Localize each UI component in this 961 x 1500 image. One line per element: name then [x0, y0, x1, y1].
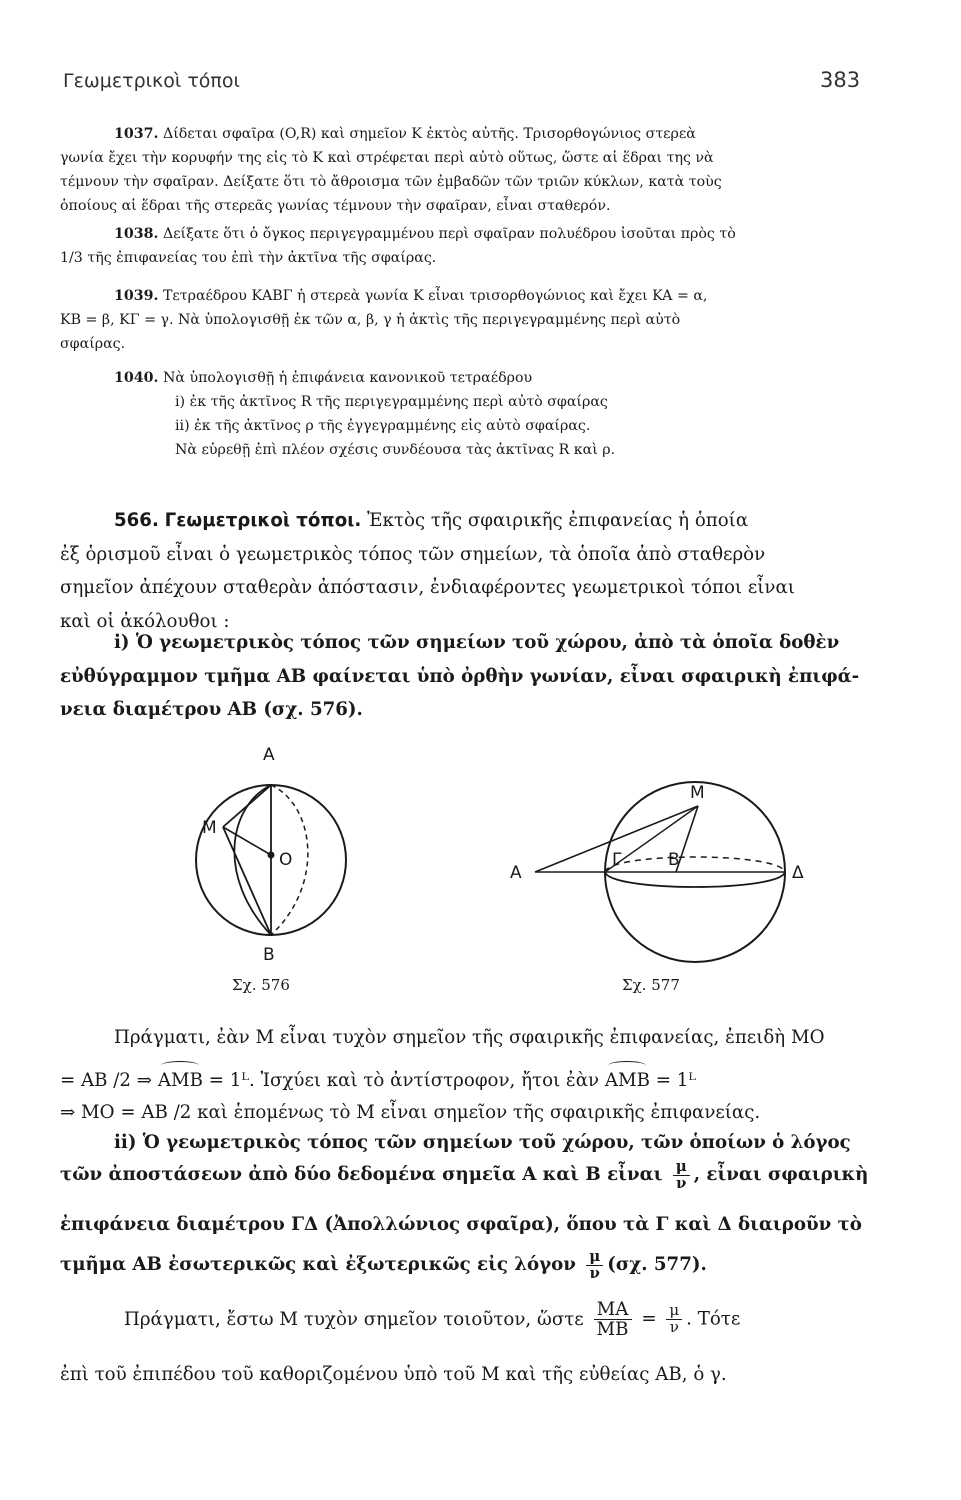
page-number: 383 — [820, 68, 861, 92]
exercise-number: 1037. — [114, 126, 159, 142]
text-line: Πράγματι, ἐὰν M εἶναι τυχὸν σημεῖον τῆς σφαιρικῆς ἐπιφανείας, ἐπειδὴ MO — [114, 1027, 825, 1048]
text-line: τέμνουν τὴν σφαῖραν. Δείξατε ὅτι τὸ ἄθροισμα τῶν ἐμβαδῶν τῶν τριῶν κύκλων, κατὰ τοὺς — [60, 173, 722, 190]
running-head-title: Γεωμετρικοὶ τόποι — [63, 70, 240, 92]
center-point — [269, 853, 274, 858]
fraction-denominator: MB — [596, 1319, 629, 1341]
label-b: B — [668, 850, 680, 870]
theorem-ii-line-3: ἐπιφάνεια διαμέτρου ΓΔ (Ἀπολλώνιος σφαῖρα), ὅπου τὰ Γ καὶ Δ διαιροῦν τὸ — [60, 1214, 862, 1235]
text-line: Δείξατε ὅτι ὁ ὄγκος περιγεγραμμένου περὶ σφαῖραν πολυέδρου ἰσοῦται πρὸς τὸ — [162, 226, 736, 242]
text-segment: . Τότε — [686, 1308, 741, 1330]
exercise-number: 1039. — [114, 288, 159, 304]
ratio-fraction — [673, 1156, 690, 1192]
fraction-numerator: μ — [673, 1159, 690, 1176]
text-line: ἐξ ὁρισμοῦ εἶναι ὁ γεωμετρικὸς τόπος τῶν σημείων, τὰ ὁποῖα ἀπὸ σταθερὸν — [60, 543, 766, 565]
text-line: νεια διαμέτρου AB (σχ. 576). — [60, 699, 363, 721]
proof-i-line-1 — [60, 1021, 872, 1055]
text-line: Νὰ ὑπολογισθῇ ἡ ἐπιφάνεια κανονικοῦ τετραέδρου — [162, 370, 533, 386]
label-b: B — [263, 945, 275, 965]
label-m: M — [690, 783, 705, 803]
exercise-1040 — [60, 367, 872, 462]
segment-mb — [223, 827, 271, 935]
theorem-i — [60, 626, 872, 727]
ma-mb-fraction — [594, 1300, 632, 1339]
theorem-ii-line-1 — [60, 1126, 872, 1160]
figure-577 — [490, 770, 830, 970]
angle-amb: AMB — [605, 1064, 650, 1098]
equator-back — [605, 857, 785, 872]
fraction-denominator: ν — [589, 1263, 600, 1282]
label-a: A — [263, 745, 275, 765]
figure-576 — [175, 735, 375, 975]
exercise-number: 1040. — [114, 370, 159, 386]
text-line: Νὰ εὑρεθῇ ἐπὶ πλέον σχέσις συνδέουσα τὰς ἀκτῖνας R καὶ ρ. — [175, 441, 616, 458]
theorem-ii-line-2 — [60, 1158, 872, 1192]
text-segment: Πράγματι, ἔστω M τυχὸν σημεῖον τοιοῦτον, ὥστε — [124, 1308, 584, 1330]
label-delta: Δ — [792, 863, 804, 883]
proof-i-line-3: ⇒ MO = AB /2 καὶ ἑπομένως τὸ M εἶναι σημεῖον τῆς σφαιρικῆς ἐπιφανείας. — [60, 1102, 761, 1123]
text-line: σφαίρας. — [60, 335, 126, 352]
text-segment: = 1ᴸ. Ἰσχύει καὶ τὸ ἀντίστροφον, ἤτοι ἐὰν — [208, 1070, 600, 1091]
text-line: σημεῖον ἀπέχουν σταθερὰν ἀπόστασιν, ἐνδιαφέροντες γεωμετρικοὶ τόποι εἶναι — [60, 577, 795, 599]
exercise-1038 — [60, 223, 872, 271]
exercise-1037 — [60, 123, 872, 218]
fraction-denominator: ν — [676, 1173, 687, 1192]
label-a: A — [510, 863, 522, 883]
proof-ii-line-2: ἐπὶ τοῦ ἐπιπέδου τοῦ καθοριζομένου ὑπὸ τοῦ M καὶ τῆς εὐθείας AB, ὁ γ. — [60, 1364, 727, 1385]
text-segment: = AB /2 ⇒ — [60, 1070, 153, 1091]
equator-front — [605, 872, 785, 887]
fraction-numerator: μ — [666, 1303, 682, 1320]
angle-amb: AMB — [158, 1064, 203, 1098]
caption-576: Σχ. 576 — [232, 976, 290, 994]
text-line: ὁποίους αἱ ἕδραι τῆς στερεᾶς γωνίας τέμνουν τὴν σφαῖραν, εἶναι σταθερόν. — [60, 197, 611, 214]
fraction-denominator: ν — [669, 1318, 679, 1337]
label-o: O — [279, 850, 293, 870]
mu-nu-fraction — [666, 1303, 682, 1336]
label-m: M — [202, 818, 217, 838]
text-segment: (σχ. 577). — [607, 1254, 707, 1275]
text-line: i) ἐκ τῆς ἀκτῖνος R τῆς περιγεγραμμένης περὶ αὐτὸ σφαίρας — [175, 393, 608, 410]
meridian-front — [234, 785, 271, 935]
caption-577: Σχ. 577 — [622, 976, 680, 994]
exercise-1039 — [60, 285, 872, 357]
segment-am — [223, 785, 271, 827]
text-line: ii) Ὁ γεωμετρικὸς τόπος τῶν σημείων τοῦ χώρου, τῶν ὁποίων ὁ λόγος — [114, 1132, 851, 1153]
text-line: 1/3 τῆς ἐπιφανείας του ἐπὶ τὴν ἀκτῖνα τῆς σφαίρας. — [60, 249, 437, 266]
ratio-fraction — [586, 1246, 603, 1282]
text-line: ii) ἐκ τῆς ἀκτῖνος ρ τῆς ἐγγεγραμμένης εἰς αὐτὸ σφαίρας. — [175, 417, 591, 434]
text-segment: = 1ᴸ — [655, 1070, 696, 1091]
section-title: Γεωμετρικοὶ τόποι. — [164, 510, 362, 531]
text-line: γωνία ἔχει τὴν κορυφήν της εἰς τὸ K καὶ στρέφεται περὶ αὐτὸ οὕτως, ὥστε αἱ ἕδραι της νὰ — [60, 149, 714, 166]
text-segment: , εἶναι σφαιρικὴ — [693, 1164, 869, 1185]
text-line: i) Ὁ γεωμετρικὸς τόπος τῶν σημείων τοῦ χώρου, ἀπὸ τὰ ὁποῖα δοθὲν — [114, 632, 840, 653]
theorem-ii-line-4 — [60, 1248, 872, 1282]
section-566 — [60, 504, 872, 639]
exercise-number: 1038. — [114, 226, 159, 242]
section-number: 566. — [114, 510, 159, 531]
proof-i-line-2 — [60, 1064, 872, 1098]
proof-ii-line-1 — [60, 1300, 872, 1339]
equals-sign: = — [641, 1308, 657, 1330]
text-line: Ἐκτὸς τῆς σφαιρικῆς ἐπιφανείας ἡ ὁποία — [367, 510, 749, 531]
text-line: καὶ οἱ ἀκόλουθοι : — [60, 611, 230, 633]
text-segment: τῶν ἀποστάσεων ἀπὸ δύο δεδομένα σημεῖα A καὶ B εἶναι — [60, 1164, 663, 1185]
text-line: Τετραέδρου KΑΒΓ ἡ στερεὰ γωνία K εἶναι τρισορθογώνιος καὶ ἔχει KA = α, — [162, 288, 708, 304]
text-line: εὐθύγραμμον τμῆμα AB φαίνεται ὑπὸ ὀρθὴν γωνίαν, εἶναι σφαιρικὴ ἐπιφά- — [60, 665, 860, 687]
text-line: KB = β, KΓ = γ. Νὰ ὑπολογισθῇ ἐκ τῶν α, β, γ ἡ ἀκτὶς τῆς περιγεγραμμένης περὶ αὐτὸ — [60, 311, 681, 328]
fraction-numerator: μ — [586, 1249, 603, 1266]
text-segment: τμῆμα AB ἐσωτερικῶς καὶ ἐξωτερικῶς εἰς λόγον — [60, 1254, 576, 1275]
fraction-numerator: MA — [594, 1300, 632, 1320]
label-gamma: Γ — [612, 850, 622, 870]
text-line: Δίδεται σφαῖρα (O,R) καὶ σημεῖον K ἐκτὸς αὐτῆς. Τρισορθογώνιος στερεὰ — [162, 126, 696, 142]
